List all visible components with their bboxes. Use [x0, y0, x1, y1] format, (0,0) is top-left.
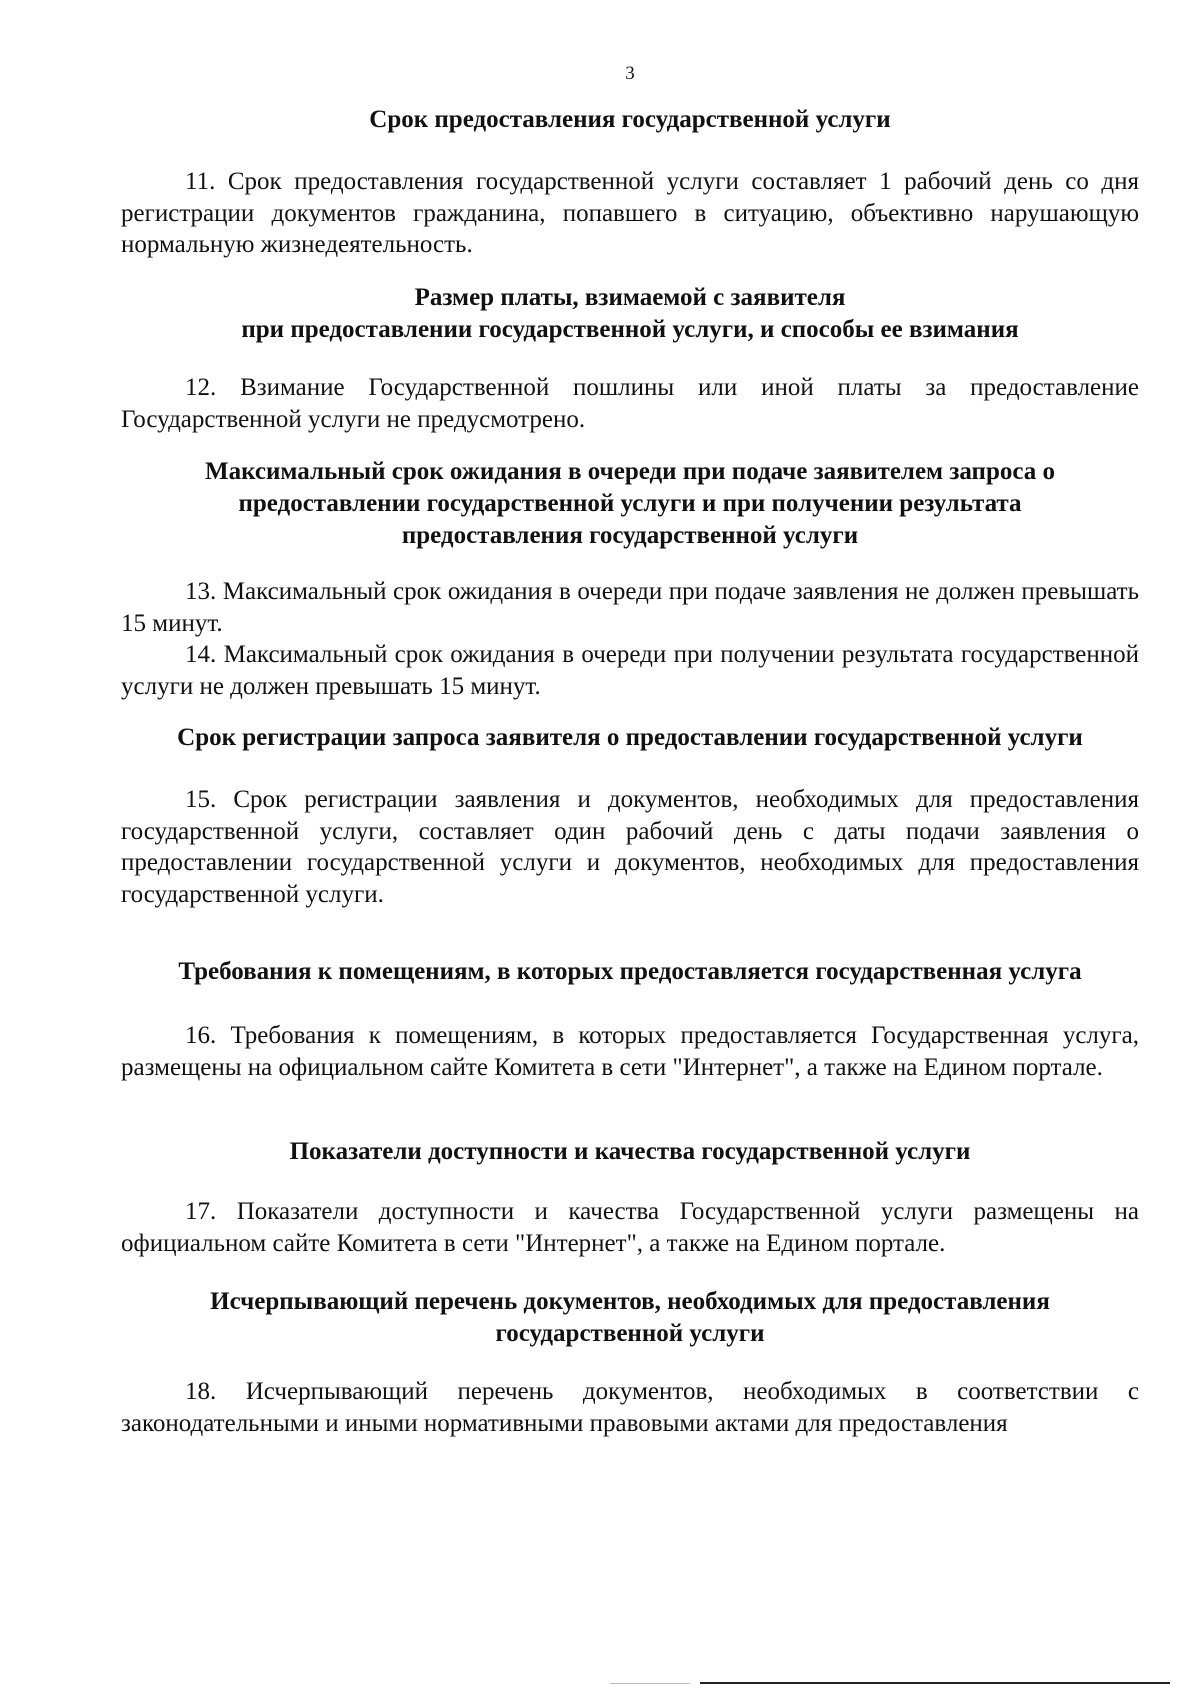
section-queue-time-body	[121, 576, 1139, 702]
heading-line: государственной услуги	[495, 1320, 765, 1347]
heading-line: Исчерпывающий перечень документов, необходимых для предоставления	[210, 1288, 1050, 1315]
section-fee	[121, 282, 1139, 346]
scan-edge-line	[700, 1682, 1170, 1684]
section-registration-term	[121, 722, 1139, 754]
heading-line: Размер платы, взимаемой с заявителя	[414, 284, 846, 311]
section-heading	[121, 1286, 1139, 1350]
scan-edge-line	[610, 1683, 690, 1684]
paragraph-17: 17. Показатели доступности и качества Государственной услуги размещены на официальном сайте Комитета в сети "Интернет", а также на Едином портале.	[121, 1198, 1139, 1257]
section-registration-term-body	[121, 784, 1139, 910]
section-heading	[121, 1136, 1139, 1168]
section-service-term-body	[121, 166, 1139, 261]
section-quality	[121, 1136, 1139, 1168]
section-documents	[121, 1286, 1139, 1350]
paragraph-13: 13. Максимальный срок ожидания в очереди при подаче заявления не должен превышать 15 минут.	[121, 578, 1139, 637]
heading-line: Максимальный срок ожидания в очереди при подаче заявителем запроса о	[204, 458, 1055, 485]
section-heading	[121, 104, 1139, 136]
paragraph-11: 11. Срок предоставления государственной услуги составляет 1 рабочий день со дня регистрации документов гражданина, попавшего в ситуацию, объективно нарушающую нормальную жизнедеятельность.	[121, 168, 1139, 258]
paragraph-16: 16. Требования к помещениям, в которых предоставляется Государственная услуга, размещены на официальном сайте Комитета в сети "Интернет", а также на Едином портале.	[121, 1022, 1139, 1081]
section-premises	[121, 956, 1139, 988]
section-heading	[121, 456, 1139, 552]
paragraph-14: 14. Максимальный срок ожидания в очереди при получении результата государственной услуги не должен превышать 15 минут.	[121, 641, 1139, 700]
section-queue-time	[121, 456, 1139, 552]
heading-line: при предоставлении государственной услуги, и способы ее взимания	[241, 316, 1019, 343]
section-heading	[121, 282, 1139, 346]
paragraph-15: 15. Срок регистрации заявления и документов, необходимых для предоставления государственной услуги, составляет один рабочий день с даты подачи заявления о предоставлении государственной услуги и документов, необходимых для предоставления государственной услуги.	[121, 786, 1139, 908]
heading-line: Срок предоставления государственной услуги	[369, 106, 891, 133]
document-page	[121, 0, 1139, 1696]
heading-line: предоставлении государственной услуги и при получении результата	[238, 490, 1022, 517]
section-service-term	[121, 104, 1139, 136]
section-premises-body	[121, 1020, 1139, 1083]
heading-line: предоставления государственной услуги	[401, 522, 859, 549]
paragraph-18: 18. Исчерпывающий перечень документов, необходимых в соответствии с законодательными и иными нормативными правовыми актами для предоставления	[121, 1378, 1139, 1437]
paragraph-12: 12. Взимание Государственной пошлины или иной платы за предоставление Государственной услуги не предусмотрено.	[121, 374, 1139, 433]
section-heading	[121, 722, 1139, 754]
heading-line: Требования к помещениям, в которых предоставляется государственная услуга	[178, 958, 1082, 985]
section-fee-body	[121, 372, 1139, 435]
heading-line: Показатели доступности и качества государственной услуги	[289, 1138, 971, 1165]
section-quality-body	[121, 1196, 1139, 1259]
section-documents-body	[121, 1376, 1139, 1439]
heading-line: Срок регистрации запроса заявителя о предоставлении государственной услуги	[177, 724, 1083, 751]
page-number: 3	[625, 63, 635, 84]
section-heading	[121, 956, 1139, 988]
